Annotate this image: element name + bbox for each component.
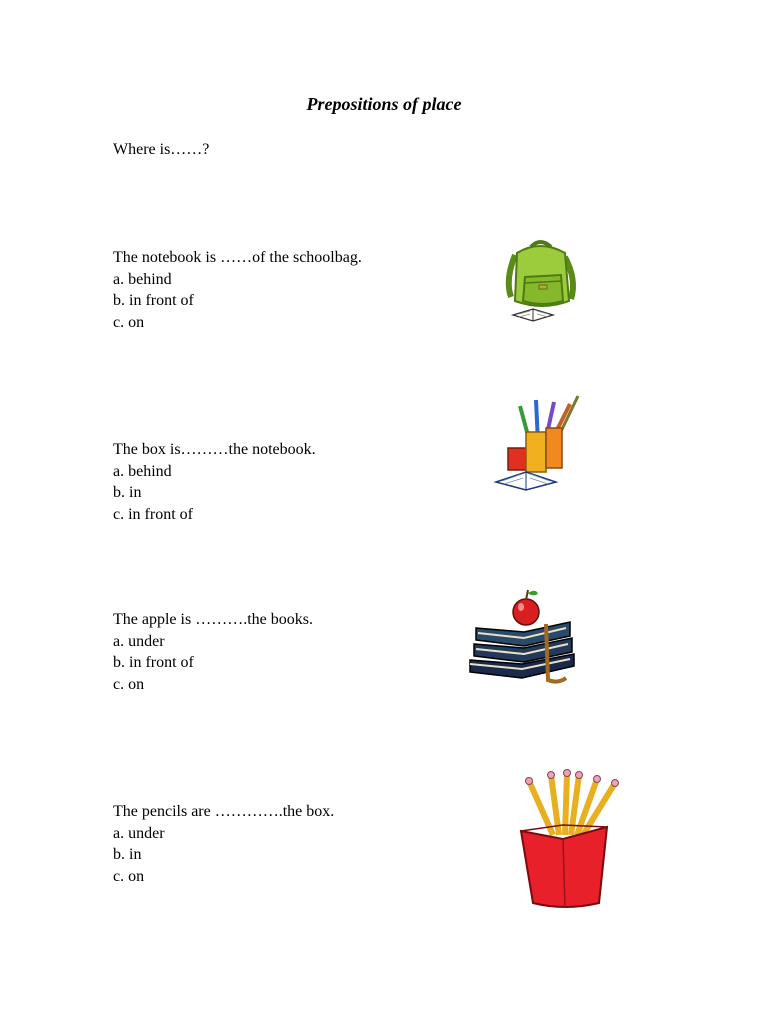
question-1 xyxy=(113,247,362,333)
option-c: c. on xyxy=(113,313,145,331)
question-prompt: The pencils are ………….the box. xyxy=(113,803,335,820)
question-3 xyxy=(113,609,313,695)
option-a: a. behind xyxy=(113,462,172,480)
pencil-box-icon xyxy=(490,388,585,493)
option-a: a. under xyxy=(113,632,165,650)
question-prompt: The box is………the notebook. xyxy=(113,441,316,458)
schoolbag-icon xyxy=(495,235,585,325)
question-4 xyxy=(113,801,334,887)
question-2 xyxy=(113,439,316,525)
intro-text: Where is……? xyxy=(113,141,210,158)
option-c: c. in front of xyxy=(113,505,193,523)
page-title: Prepositions of place xyxy=(306,94,462,114)
apple-on-books-icon xyxy=(462,584,577,686)
option-c: c. on xyxy=(113,675,145,693)
pencils-in-box-icon xyxy=(515,765,625,915)
option-b: b. in front of xyxy=(113,292,194,309)
option-b: b. in xyxy=(113,484,142,501)
option-b: b. in front of xyxy=(113,654,194,671)
option-a: a. behind xyxy=(113,270,172,288)
option-b: b. in xyxy=(113,846,142,863)
option-c: c. on xyxy=(113,867,145,885)
option-a: a. under xyxy=(113,824,165,842)
question-prompt: The notebook is ……of the schoolbag. xyxy=(113,249,362,266)
question-prompt: The apple is ……….the books. xyxy=(113,611,313,628)
